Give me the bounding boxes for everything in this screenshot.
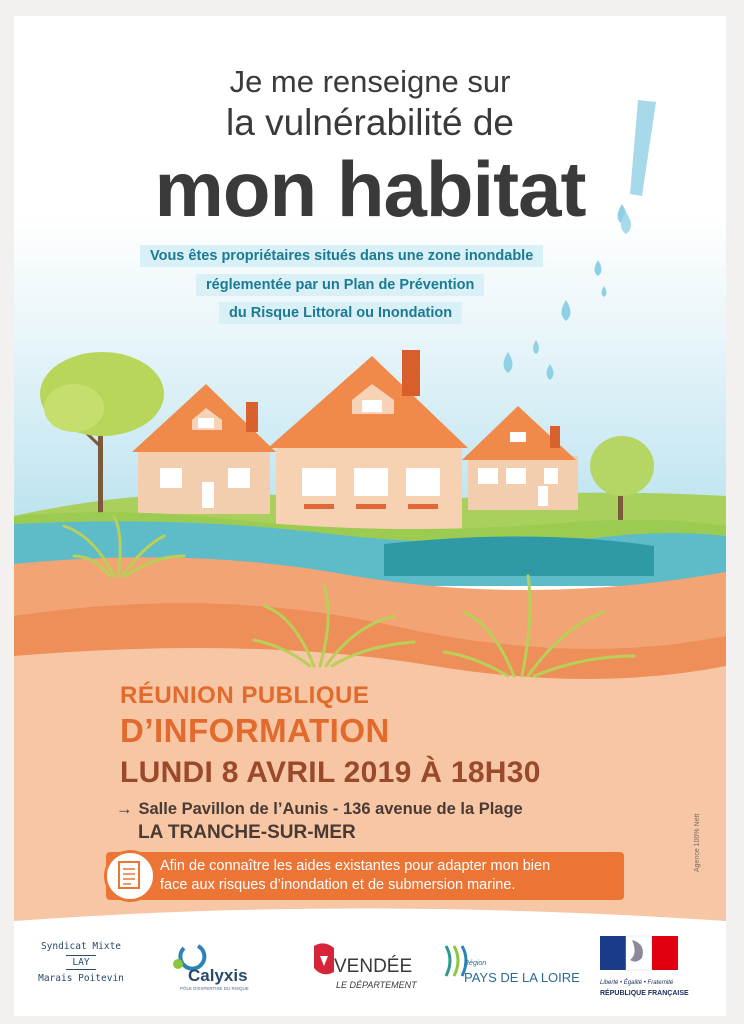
syndicat-line-2: LAY [66,955,95,970]
event-title-line-1: RÉUNION PUBLIQUE [120,682,370,709]
region-name: PAYS DE LA LOIRE [464,970,580,985]
callout-line-2: réglementée par un Plan de Prévention [196,274,484,296]
calyxis-subtitle: PÔLE D'EXPERTISE DU RISQUE [180,986,249,991]
syndicat-line-1: Syndicat Mixte [40,941,122,952]
vendee-name: VENDÉE [334,956,413,977]
info-line-2: face aux risques d’inondation et de submersion marine. [160,877,516,893]
info-text [160,857,610,895]
title-line-1: Je me renseigne sur [229,64,511,99]
event-title-line-2: D’INFORMATION [120,712,390,749]
region-label: Région [464,960,487,967]
republic-name: RÉPUBLIQUE FRANÇAISE [600,990,689,997]
partner-logos [14,930,726,1016]
republic-motto: Liberté • Égalité • Fraternité [600,980,674,986]
event-city: LA TRANCHE-SUR-MER [138,822,356,843]
callout-line-3: du Risque Littoral ou Inondation [219,302,462,324]
title-line-2: la vulnérabilité de [226,102,514,143]
event-venue [116,800,523,819]
syndicat-line-3: Marais Poitevin [38,973,124,984]
poster [14,16,726,1016]
vendee-subtitle: LE DÉPARTEMENT [336,980,417,990]
info-line-1: Afin de connaître les aides existantes pour adapter mon bien [160,858,551,874]
document-icon [104,850,156,902]
agency-credit: Agence 100% Nett [694,813,701,872]
title-main: mon habitat [154,145,586,233]
venue-text: Salle Pavillon de l’Aunis - 136 avenue de la Plage [138,800,523,818]
syndicat-mixte-logo [26,940,136,985]
arrow-right-icon: → [116,800,133,818]
info-banner [106,852,624,900]
calyxis-name: Calyxis [188,966,248,985]
event-date: LUNDI 8 AVRIL 2019 À 18H30 [120,756,541,789]
callout-line-1: Vous êtes propriétaires situés dans une zone inondable [140,245,543,267]
